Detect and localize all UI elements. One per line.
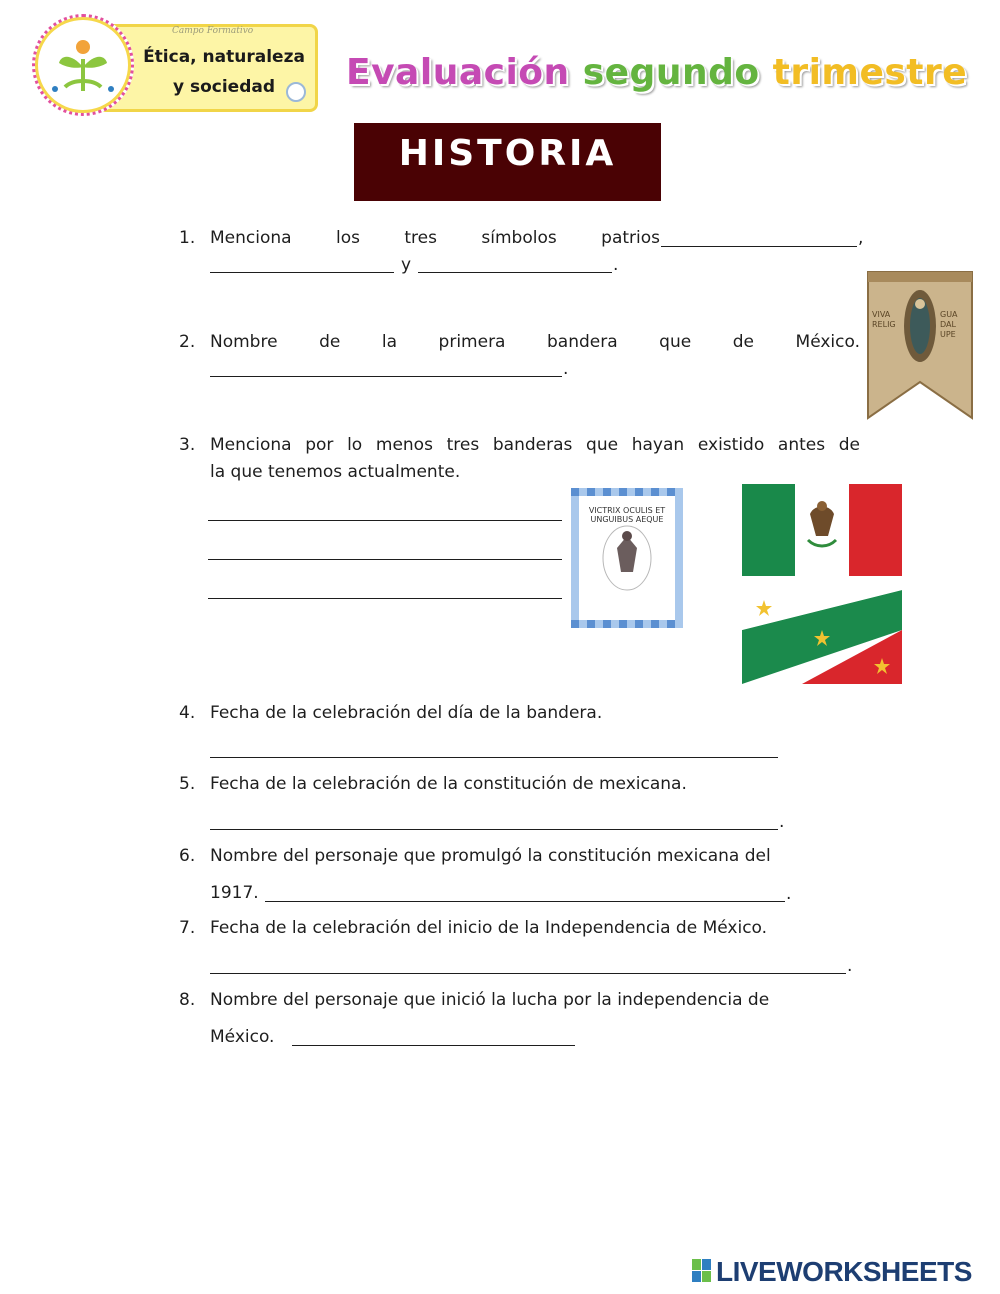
subject-badge (32, 14, 314, 106)
plant-logo-icon (35, 17, 131, 113)
answer-line[interactable] (418, 272, 612, 273)
answer-line[interactable] (210, 829, 778, 830)
question-number: 5. (179, 774, 196, 794)
period: . (613, 255, 619, 275)
comma: , (858, 228, 864, 248)
question-number: 2. (179, 332, 196, 352)
question-text: Fecha de la celebración del inicio de la Independencia de México. (210, 918, 768, 938)
badge-title: Ética, naturaleza y sociedad (143, 47, 305, 97)
seal-icon (286, 82, 306, 102)
answer-line[interactable] (210, 272, 394, 273)
insurgent-flag-image (571, 488, 683, 628)
answer-line[interactable] (208, 520, 562, 521)
answer-line[interactable] (265, 901, 785, 902)
answer-line[interactable] (210, 973, 846, 974)
period: . (779, 812, 785, 832)
conjunction-label: y (401, 255, 412, 275)
question-text: Fecha de la celebración de la constitución de mexicana. (210, 774, 687, 794)
question-number: 7. (179, 918, 196, 938)
title-part-trimestre: trimestre (772, 52, 968, 93)
title-part-evaluacion: Evaluación (346, 52, 570, 93)
badge-logo (32, 14, 134, 116)
footer-brand[interactable]: LIVEWORKSHEETS (716, 1256, 972, 1287)
question-text-line-2: México. (210, 1027, 275, 1047)
question-number: 1. (179, 228, 196, 248)
empire-flag-image (742, 484, 902, 576)
period: . (563, 359, 569, 379)
question-text-line-2: la que tenemos actualmente. (210, 462, 461, 482)
liveworksheets-logo-icon (692, 1259, 712, 1283)
page-title (346, 52, 967, 93)
question-text-line-1: Nombre del personaje que promulgó la constitución mexicana del (210, 846, 771, 866)
flag-motto: VICTRIX OCULIS ET UNGUIBUS AEQUE (588, 506, 666, 524)
question-text: Fecha de la celebración del día de la bandera. (210, 703, 603, 723)
trigarante-flag-image (742, 590, 902, 684)
question-number: 3. (179, 435, 196, 455)
answer-line[interactable] (292, 1045, 575, 1046)
subject-heading: HISTORIA (354, 123, 661, 201)
badge-small-label: Campo Formativo (172, 26, 254, 36)
question-text: Nombre de la primera bandera que de México. (210, 332, 860, 352)
answer-line[interactable] (210, 757, 778, 758)
guadalupe-banner-image (866, 270, 974, 420)
banner-text-left: VIVA RELIG (872, 310, 896, 329)
question-text-line-1: Menciona por lo menos tres banderas que hayan existido antes de (210, 435, 860, 455)
period: . (786, 884, 792, 904)
period: . (847, 956, 853, 976)
banner-text-right: GUA DAL UPE (940, 310, 958, 339)
answer-line[interactable] (661, 246, 857, 247)
question-text: Menciona los tres símbolos patrios (210, 228, 660, 248)
answer-line[interactable] (210, 376, 562, 377)
question-number: 4. (179, 703, 196, 723)
question-text-line-2: 1917. (210, 883, 259, 903)
title-part-segundo: segundo (582, 52, 760, 93)
answer-line[interactable] (208, 598, 562, 599)
question-number: 6. (179, 846, 196, 866)
question-number: 8. (179, 990, 196, 1010)
answer-line[interactable] (208, 559, 562, 560)
question-text-line-1: Nombre del personaje que inició la lucha por la independencia de (210, 990, 770, 1010)
